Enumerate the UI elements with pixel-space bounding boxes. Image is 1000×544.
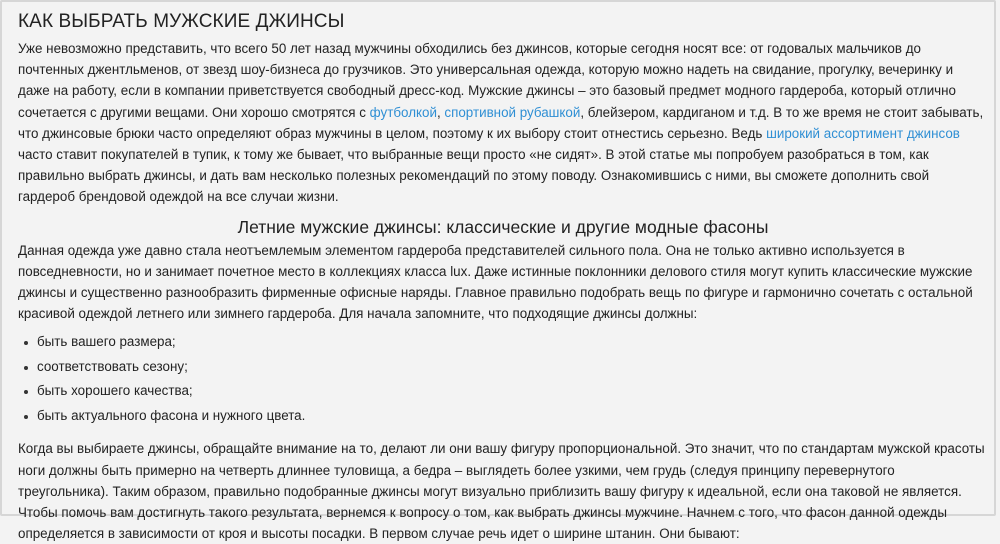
tshirt-link[interactable]: футболкой xyxy=(369,104,437,120)
section-paragraph: Данная одежда уже давно стала неотъемлемым элементом гардероба представителей сильного пола. Она не только активно используется в повседневности, но и занимает почетное место в коллекциях класса lux. Даже истинные поклонники делового стиля могут купить классические мужские джинсы и существенно разнообразить фирменные офисные наряды. Главное правильно подобрать вещь по фигуре и гармонично сочетать с остальной красивой одеждой летнего или зимнего гардероба. Для начала запомните, что подходящие джинсы должны: xyxy=(18,242,973,322)
fit-paragraph: Когда вы выбираете джинсы, обращайте внимание на то, делают ли они вашу фигуру пропорциональной. Это значит, что по стандартам мужской красоты ноги должны быть примерно на четверть длиннее туловища, а бедра – выглядеть более узкими, чем грудь (следуя принципу перевернутого треугольника). Таким образом, правильно подобранные джинсы могут визуально приблизить вашу фигуру к идеальной, если она таковой не является. Чтобы помочь вам достигнуть такого результата, вернемся к вопросу о том, как выбрать джинсы мужчине. Начнем с того, что фасон данной одежды определяется в зависимости от кроя и высоты посадки. В первом случае речь идет о ширине штанин. Они бывают: xyxy=(18,441,985,542)
intro-text-2: , xyxy=(436,104,445,120)
list-item: быть актуального фасона и нужного цвета. xyxy=(37,404,988,429)
list-item: быть хорошего качества; xyxy=(37,379,988,404)
requirements-list xyxy=(18,330,988,428)
intro-text-4: часто ставит покупателей в тупик, к тому же бывает, что выбранные вещи просто «не сидят». В этой статье мы попробуем разобраться в том, как правильно выбрать джинсы, и дать вам несколько полезных рекомендаций по этому поводу. Ознакомившись с ними, вы сможете дополнить свой гардероб брендовой одеждой на все случаи жизни. xyxy=(18,147,930,205)
article-content xyxy=(18,10,988,544)
intro-text-3: , блейзером, кардиганом и т.д. В то же время не стоит забывать, что джинсовые брюки часто определяют образ мужчины в целом, поэтому к их выбору стоит отнестись серьезно. Ведь xyxy=(18,104,984,141)
list-item: быть вашего размера; xyxy=(37,330,988,355)
sport-shirt-link[interactable]: спортивной рубашкой xyxy=(444,104,581,120)
intro-paragraph xyxy=(18,38,988,208)
list-item: соответствовать сезону; xyxy=(37,355,988,380)
article-title: КАК ВЫБРАТЬ МУЖСКИЕ ДЖИНСЫ xyxy=(18,11,345,32)
intro-text-1: Уже невозможно представить, что всего 50 лет назад мужчины обходились без джинсов, которые сегодня носят все: от годовалых мальчиков до почтенных джентльменов, от звезд шоу-бизнеса до грузчиков. Это универсальная одежда, которую можно надеть на свидание, прогулку, вечеринку и даже на работу, если в компании приветствуется свободный дресс-код. Мужские джинсы – это базовый предмет модного гардероба, который отлично сочетается с другими вещами. Они хорошо смотрятся с xyxy=(18,41,957,120)
jeans-assortment-link[interactable]: широкий ассортимент джинсов xyxy=(766,125,960,141)
section-subtitle: Летние мужские джинсы: классические и другие модные фасоны xyxy=(237,216,769,237)
